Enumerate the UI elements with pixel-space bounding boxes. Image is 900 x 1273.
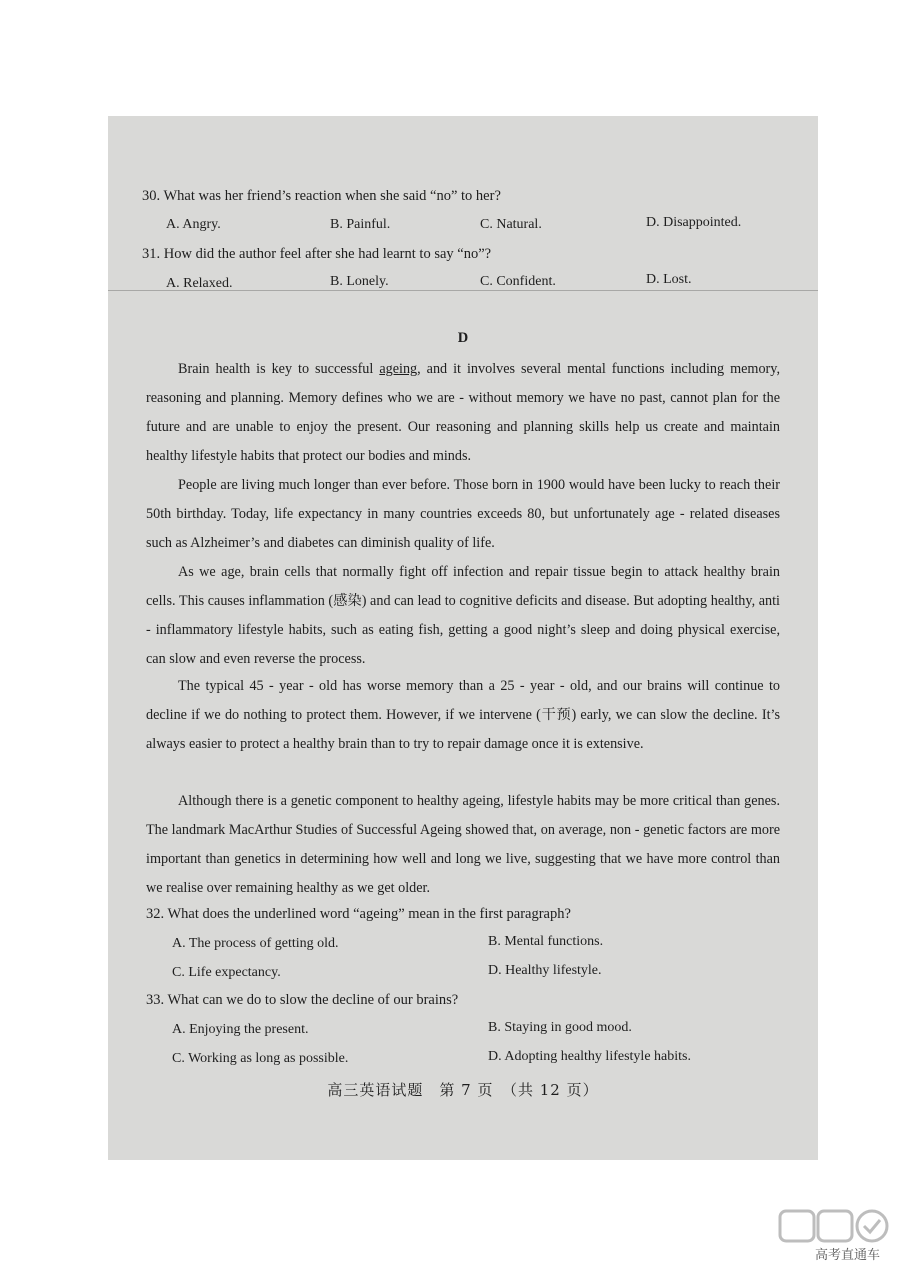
question-30-option-b: B. Painful. xyxy=(330,217,391,232)
passage-paragraph-2: People are living much longer than ever before. Those born in 1900 would have been lucky to reach their 50th birthday. Today, life expectancy in many countries exceeds 80, but unfortunately age - related diseases such as Alzheimer’s and diabetes can diminish quality of life. xyxy=(146,477,780,551)
page-footer: 高三英语试题 第 7 页 （共 12 页） xyxy=(327,1081,599,1099)
passage-paragraph-4: The typical 45 - year - old has worse memory than a 25 - year - old, and our brains will continue to decline if we do nothing to protect them. However, if we intervene (干预) early, we can slow the decline. It’s always easier to protect a healthy brain than to try to repair damage once it is extensive. xyxy=(146,678,780,752)
question-32-option-b: B. Mental functions. xyxy=(488,934,604,949)
question-32-stem: 32. What does the underlined word “ageing” mean in the first paragraph? xyxy=(146,906,571,922)
question-33-option-d: D. Adopting healthy lifestyle habits. xyxy=(488,1049,691,1064)
question-33-option-a: A. Enjoying the present. xyxy=(172,1022,309,1037)
question-30-option-a: A. Angry. xyxy=(166,217,221,232)
question-31-option-c: C. Confident. xyxy=(480,274,556,289)
question-31-option-d: D. Lost. xyxy=(646,272,692,287)
question-33-option-c: C. Working as long as possible. xyxy=(172,1051,349,1066)
exam-page xyxy=(108,116,818,1160)
passage-paragraph-5: Although there is a genetic component to healthy ageing, lifestyle habits may be more critical than genes. The landmark MacArthur Studies of Successful Ageing showed that, on average, non - genetic factors are more important than genetics in determining how well and long we live, suggesting that we have more control than we realise over remaining healthy as we get older. xyxy=(146,793,780,896)
question-30-option-d: D. Disappointed. xyxy=(646,215,742,230)
question-31-option-a: A. Relaxed. xyxy=(166,276,233,291)
question-33-option-b: B. Staying in good mood. xyxy=(488,1020,632,1035)
section-heading: D xyxy=(457,330,469,346)
question-32-option-c: C. Life expectancy. xyxy=(172,965,281,980)
question-32-option-a: A. The process of getting old. xyxy=(172,936,339,951)
underlined-word: ageing xyxy=(379,361,418,377)
watermark-text: 高考直通车 xyxy=(814,1248,880,1263)
question-30-stem: 30. What was her friend’s reaction when she said “no” to her? xyxy=(142,188,501,204)
paragraph-1-start: Brain health is key to successful xyxy=(178,361,380,377)
paragraph-1-rest: , and it involves several mental functions including memory, reasoning and planning. Memory defines who we are - without memory we have no past, cannot plan for the future and are unable to enjoy the present. Our reasoning and planning skills help us create and maintain healthy lifestyle habits that protect our bodies and minds. xyxy=(146,361,780,464)
passage-paragraph-3: As we age, brain cells that normally fight off infection and repair tissue begin to attack healthy brain cells. This causes inflammation (感染) and can lead to cognitive deficits and disease. But adopting healthy, anti - inflammatory lifestyle habits, such as eating fish, getting a good night’s sleep and doing physical exercise, can slow and even reverse the process. xyxy=(146,564,780,667)
question-33-stem: 33. What can we do to slow the decline of our brains? xyxy=(146,992,459,1008)
question-31-option-b: B. Lonely. xyxy=(330,274,389,289)
question-31-stem: 31. How did the author feel after she had learnt to say “no”? xyxy=(142,246,492,262)
question-32-option-d: D. Healthy lifestyle. xyxy=(488,963,602,978)
passage-paragraph-1 xyxy=(146,355,780,471)
question-30-option-c: C. Natural. xyxy=(480,217,542,232)
